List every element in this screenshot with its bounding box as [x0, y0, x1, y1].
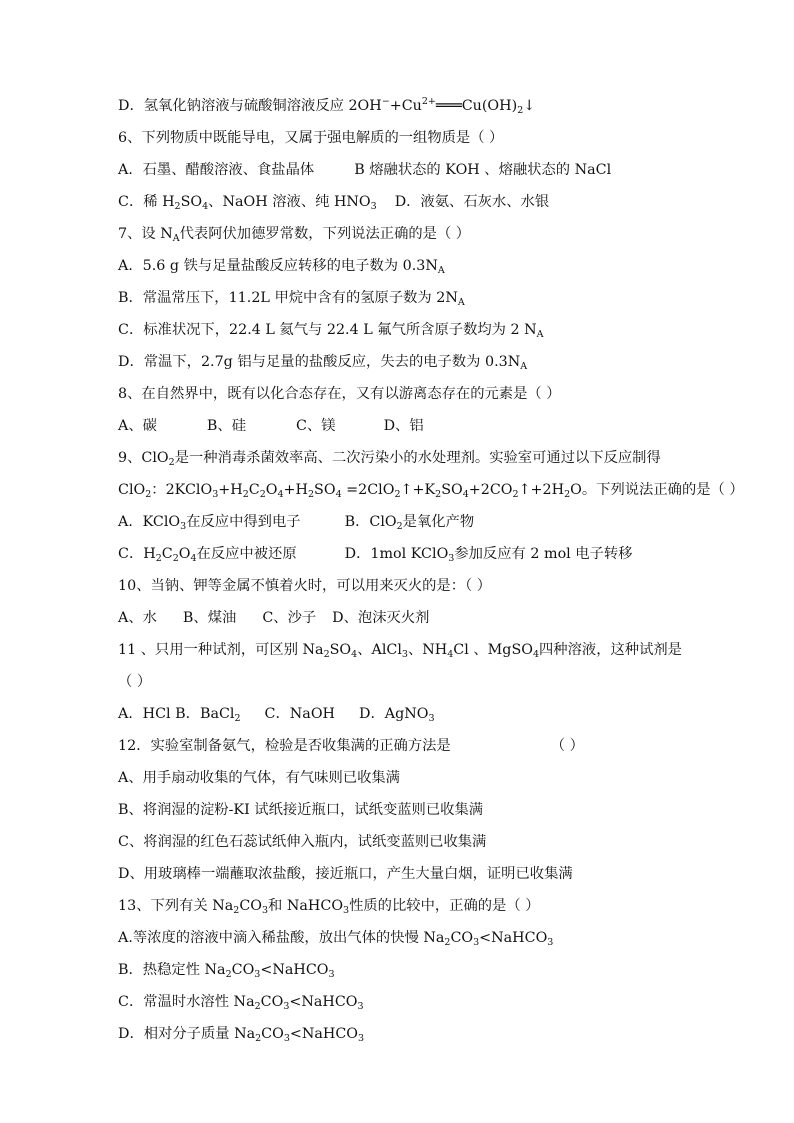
text-segment: B、煤油	[182, 610, 237, 626]
text-segment: <NaHCO	[479, 930, 548, 946]
text-segment: B．常温常压下，11.2L 甲烷中含有的氢原子数为 2N	[118, 290, 458, 306]
text-segment: ClO	[118, 482, 146, 498]
text-segment: D．常温下，2.7g 铝与足量的盐酸反应，失去的电子数为 0.3N	[118, 354, 521, 370]
text-segment: A．KClO	[118, 514, 181, 530]
text-segment: A	[172, 233, 180, 244]
text-segment: 2	[233, 905, 240, 916]
text-segment: C、将润湿的红色石蕊试纸伸入瓶内，试纸变蓝则已收集满	[118, 834, 487, 850]
text-segment: <NaHCO	[260, 962, 329, 978]
text-segment: 4	[190, 553, 197, 564]
text-segment: 2	[517, 105, 524, 116]
text-segment: 4	[202, 201, 209, 212]
text-segment: O	[265, 482, 278, 498]
line-q12c	[118, 832, 486, 852]
text-segment: 3	[180, 521, 187, 532]
line-q13a	[118, 928, 553, 948]
line-q12	[118, 736, 584, 756]
text-segment: +2CO	[468, 482, 513, 498]
text-segment: B．ClO	[344, 514, 397, 530]
text-segment: 4	[351, 649, 358, 660]
text-segment: CO	[260, 994, 284, 1010]
text-segment: 、AlCl	[357, 642, 402, 658]
text-segment: （ ）	[550, 738, 584, 754]
text-segment: C、沙子	[262, 610, 317, 626]
text-segment: A	[437, 265, 445, 276]
text-segment: A	[520, 361, 528, 372]
text-segment: CO	[231, 962, 255, 978]
text-segment: C	[161, 546, 173, 562]
text-segment: 2+	[421, 96, 436, 107]
text-segment: +H	[218, 482, 243, 498]
text-segment: 2	[145, 489, 152, 500]
text-segment: =2ClO	[341, 482, 395, 498]
text-segment: 3	[261, 905, 269, 916]
text-segment: 13、下列有关 Na	[118, 898, 234, 914]
line-q13b	[118, 960, 335, 980]
text-segment: 12．实验室制备氨气，检验是否收集满的正确方法是	[118, 738, 451, 754]
text-segment: D．相对分子质量 Na	[118, 1026, 256, 1042]
line-q10	[118, 576, 491, 596]
text-segment: 2	[394, 489, 401, 500]
text-segment: D、泡沫灭火剂	[332, 610, 430, 626]
line-q7a	[118, 256, 445, 276]
text-segment: D．氢氧化钠溶液与硫酸铜溶液反应 2OH	[118, 98, 382, 114]
text-segment: C、镁	[296, 418, 336, 434]
text-segment: 3	[357, 1001, 364, 1012]
text-segment: <NaHCO	[289, 994, 358, 1010]
text-segment: D、铝	[383, 418, 424, 434]
text-segment: 性质的比较中，正确的是（ ）	[349, 898, 540, 914]
text-segment: 2	[242, 489, 249, 500]
text-segment: +H	[283, 482, 308, 498]
text-segment: 、NH	[407, 642, 448, 658]
line-q13	[118, 896, 540, 916]
text-segment: 2	[564, 489, 571, 500]
text-segment: D．AgNO	[359, 706, 429, 722]
text-segment: 3	[428, 713, 435, 724]
text-segment: −	[381, 96, 390, 107]
line-q7d	[118, 352, 527, 372]
line-q11	[118, 640, 682, 660]
line-q12a	[118, 768, 400, 788]
text-segment: 4	[462, 489, 469, 500]
text-segment: 2	[308, 489, 315, 500]
text-segment: +Cu	[389, 98, 422, 114]
text-segment: C．标准状况下，22.4 L 氦气与 22.4 L 氟气所含原子数均为 2 N	[118, 322, 537, 338]
text-segment: 2	[259, 489, 266, 500]
text-segment: A	[457, 297, 465, 308]
text-segment: 3	[328, 969, 335, 980]
text-segment: 是氧化产物	[402, 514, 475, 530]
line-q11opts	[118, 704, 435, 724]
text-segment: Cl 、MgSO	[453, 642, 533, 658]
text-segment: 4	[277, 489, 284, 500]
line-q13d	[118, 1024, 364, 1044]
line-q8opts	[118, 416, 424, 436]
text-segment: 4	[335, 489, 342, 500]
text-segment: CO	[261, 1026, 284, 1042]
text-segment: A．石墨、醋酸溶液、食盐晶体	[118, 162, 315, 178]
text-segment: 7、设 N	[118, 226, 173, 242]
line-q7	[118, 224, 470, 244]
line-q6	[118, 128, 503, 148]
text-segment: B、将润湿的淀粉-KI 试纸接近瓶口，试纸变蓝则已收集满	[118, 802, 484, 818]
text-segment: 、NaOH 溶液、纯 HNO	[208, 194, 371, 210]
text-segment: 6、下列物质中既能导电，又属于强电解质的一组物质是（ ）	[118, 130, 504, 146]
text-segment: CO	[450, 930, 474, 946]
text-segment: ↑+2H	[518, 482, 565, 498]
text-segment: B 熔融状态的 KOH 、熔融状态的 NaCl	[354, 162, 612, 178]
text-segment: （ ）	[118, 674, 152, 690]
line-q9cd	[118, 544, 632, 564]
text-segment: 2	[435, 489, 442, 500]
text-segment: 3	[343, 905, 350, 916]
text-segment: 和 NaHCO	[268, 898, 344, 914]
text-segment: D．液氨、石灰水、水银	[394, 194, 550, 210]
text-segment: C．NaOH	[264, 706, 336, 722]
text-segment: 2	[254, 1001, 261, 1012]
line-q6cd	[118, 192, 549, 212]
text-segment: ↑+K	[400, 482, 436, 498]
text-segment: D、用玻璃棒一端蘸取浓盐酸，接近瓶口，产生大量白烟，证明已收集满	[118, 866, 573, 882]
text-segment: 3	[283, 1033, 290, 1044]
text-segment: 4	[447, 649, 454, 660]
text-segment: SO	[329, 642, 352, 658]
line-q7b	[118, 288, 465, 308]
text-segment: A、水	[118, 610, 157, 626]
line-q12d	[118, 864, 573, 884]
text-segment: O	[178, 546, 191, 562]
text-segment: 3	[283, 1001, 290, 1012]
text-segment: 9、ClO	[118, 450, 169, 466]
text-segment: 2	[323, 649, 330, 660]
text-segment: SO	[314, 482, 336, 498]
text-segment: ═══Cu(OH)	[435, 98, 518, 114]
text-segment: 3	[370, 201, 377, 212]
text-segment: CO	[239, 898, 262, 914]
line-q9eq	[118, 480, 744, 500]
text-segment: <NaHCO	[289, 1026, 359, 1042]
text-segment: 是一种消毒杀菌效率高、二次污染小的水处理剂。实验室可通过以下反应制得	[174, 450, 661, 466]
text-segment: A.等浓度的溶液中滴入稀盐酸，放出气体的快慢 Na	[118, 930, 445, 946]
line-q9ab	[118, 512, 474, 532]
text-segment: 4	[532, 649, 540, 660]
text-segment: C	[248, 482, 260, 498]
text-segment: B．热稳定性 Na	[118, 962, 226, 978]
text-segment: 参加反应有 2 mol 电子转移	[454, 546, 633, 562]
text-segment: 2	[174, 201, 181, 212]
text-segment: 代表阿伏加德罗常数，下列说法正确的是（ ）	[179, 226, 471, 242]
line-q7c	[118, 320, 544, 340]
text-segment: C．常温时水溶性 Na	[118, 994, 255, 1010]
text-segment: 在反应中被还原	[196, 546, 297, 562]
text-segment: 2	[234, 713, 241, 724]
text-segment: 3	[547, 937, 554, 948]
text-segment: 3	[358, 1033, 365, 1044]
text-segment: 3	[473, 937, 480, 948]
text-segment: SO	[180, 194, 203, 210]
text-segment: ↓	[523, 98, 536, 114]
text-segment: 2	[396, 521, 403, 532]
text-segment: D．1mol KClO	[344, 546, 449, 562]
text-segment: 11 、只用一种试剂，可区别 Na	[118, 642, 324, 658]
text-segment: A、碳	[118, 418, 157, 434]
text-segment: ：2KClO	[151, 482, 213, 498]
line-q11b	[118, 672, 151, 692]
text-segment: 2	[168, 457, 175, 468]
line-q12b	[118, 800, 483, 820]
text-segment: 2	[155, 553, 162, 564]
line-q6ab	[118, 160, 611, 180]
line-q5d	[118, 96, 535, 116]
text-segment: 3	[401, 649, 408, 660]
text-segment: C．稀 H	[118, 194, 175, 210]
text-segment: 2	[172, 553, 179, 564]
text-segment: A．5.6 g 铁与足量盐酸反应转移的电子数为 0.3N	[118, 258, 438, 274]
text-segment: 3	[254, 969, 261, 980]
text-segment: C．H	[118, 546, 156, 562]
text-segment: 2	[444, 937, 451, 948]
text-segment: 3	[212, 489, 219, 500]
text-segment: 在反应中得到电子	[186, 514, 301, 530]
text-segment: 四种溶液，这种试剂是	[539, 642, 682, 658]
text-segment: SO	[441, 482, 463, 498]
text-segment: 2	[512, 489, 519, 500]
text-segment: 10、当钠、钾等金属不慎着火时，可以用来灭火的是：（ ）	[118, 578, 492, 594]
line-q13c	[118, 992, 364, 1012]
text-segment: B、硅	[206, 418, 247, 434]
text-segment: A．HCl B．BaCl	[118, 706, 235, 722]
text-segment: A、用手扇动收集的气体，有气味则已收集满	[118, 770, 400, 786]
line-q10opts	[118, 608, 429, 628]
line-q8	[118, 384, 561, 404]
line-q9	[118, 448, 661, 468]
text-segment: O。下列说法正确的是（ ）	[570, 482, 744, 498]
text-segment: 3	[448, 553, 455, 564]
text-segment: A	[536, 329, 544, 340]
text-segment: 2	[255, 1033, 262, 1044]
text-segment: 8、在自然界中，既有以化合态存在，又有以游离态存在的元素是（ ）	[118, 386, 561, 402]
text-segment: 2	[225, 969, 232, 980]
